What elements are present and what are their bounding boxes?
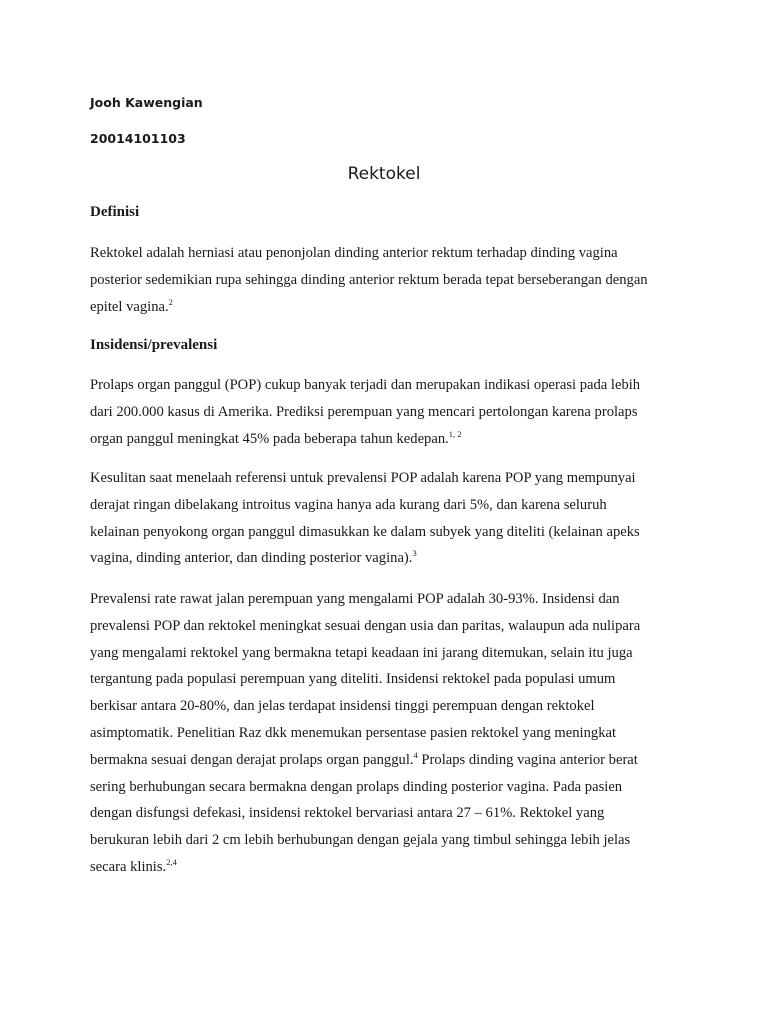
paragraph-line: Kesulitan saat menelaah referensi untuk prevalensi POP adalah karena POP yang mempunyai <box>90 470 636 486</box>
reference-marker: 3 <box>412 548 417 559</box>
paragraph-line: sering berhubungan secara bermakna dengan prolaps dinding posterior vagina. Pada pasien <box>90 778 623 795</box>
paragraph-line: secara klinis.$^{2,4}$ <box>90 856 177 875</box>
paragraph-line: vagina, dinding anterior, dan dinding posterior vagina).$^3$ <box>90 548 417 567</box>
paragraph-line: dengan disfungsi defekasi, insidensi rektokel bervariasi antara 27 – 61%. Rektokel yang <box>90 805 605 822</box>
reference-marker: 2,4 <box>166 856 177 867</box>
paragraph-line: yang mengalami rektokel yang bermakna tetapi keadaan ini jarang ditemukan, selain itu juga <box>90 644 633 661</box>
document-title: Rektokel <box>347 164 421 184</box>
heading-insidensi-prevalensi: Insidensi/prevalensi <box>90 337 218 353</box>
paragraph-line: Rektokel adalah herniasi atau penonjolan dinding anterior rektum terhadap dinding vagina <box>90 245 618 261</box>
paragraph-definisi <box>90 240 690 320</box>
paragraph-prevalensi-rate <box>90 586 690 881</box>
paragraph-line: tergantung pada populasi perempuan yang diteliti. Insidensi rektokel pada populasi umum <box>90 671 616 688</box>
paragraph-line: derajat ringan dibelakang introitus vagina hanya ada kurang dari 5%, dan karena seluruh <box>90 496 607 513</box>
heading-definisi: Definisi <box>90 204 140 220</box>
paragraph-line: prevalensi POP dan rektokel meningkat sesuai dengan usia dan paritas, walaupun ada nulipara <box>90 617 641 634</box>
reference-marker: 1, 2 <box>448 428 462 439</box>
paragraph-pop-prevalence <box>90 372 690 452</box>
paragraph-line: kelainan penyokong organ panggul dimasukkan ke dalam subyek yang diteliti (kelainan apeks <box>90 523 640 540</box>
paragraph-line: epitel vagina.$^2$ <box>90 296 173 315</box>
paragraph-line: posterior sedemikian rupa sehingga dinding anterior rektum berada tepat berseberangan dengan <box>90 271 648 288</box>
author-name: Jooh Kawengian <box>90 95 203 110</box>
paragraph-line: berukuran lebih dari 2 cm lebih berhubungan dengan gejala yang timbul sehingga lebih jelas <box>90 832 631 849</box>
paragraph-line: asimptomatik. Penelitian Raz dkk menemukan persentase pasien rektokel yang meningkat <box>90 724 617 741</box>
paragraph-line: Prevalensi rate rawat jalan perempuan yang mengalami POP adalah 30-93%. Insidensi dan <box>90 591 620 607</box>
reference-marker: 4 <box>413 749 418 760</box>
paragraph-kesulitan <box>90 465 690 572</box>
paragraph-line: dari 200.000 kasus di Amerika. Prediksi perempuan yang mencari pertolongan karena prolaps <box>90 403 638 420</box>
paragraph-line: organ panggul meningkat 45% pada beberapa tahun kedepan.$^{1, 2}$ <box>90 428 462 447</box>
paragraph-line: berkisar antara 20-80%, dan jelas terdapat insidensi tinggi perempuan dengan rektokel <box>90 698 595 715</box>
reference-marker: 2 <box>168 296 173 307</box>
student-id: 20014101103 <box>90 131 186 146</box>
paragraph-line: Prolaps organ panggul (POP) cukup banyak terjadi dan merupakan indikasi operasi pada lebih <box>90 377 641 393</box>
paragraph-line: bermakna sesuai dengan derajat prolaps organ panggul.$^4$ Prolaps dinding vagina anterior berat <box>90 749 638 768</box>
